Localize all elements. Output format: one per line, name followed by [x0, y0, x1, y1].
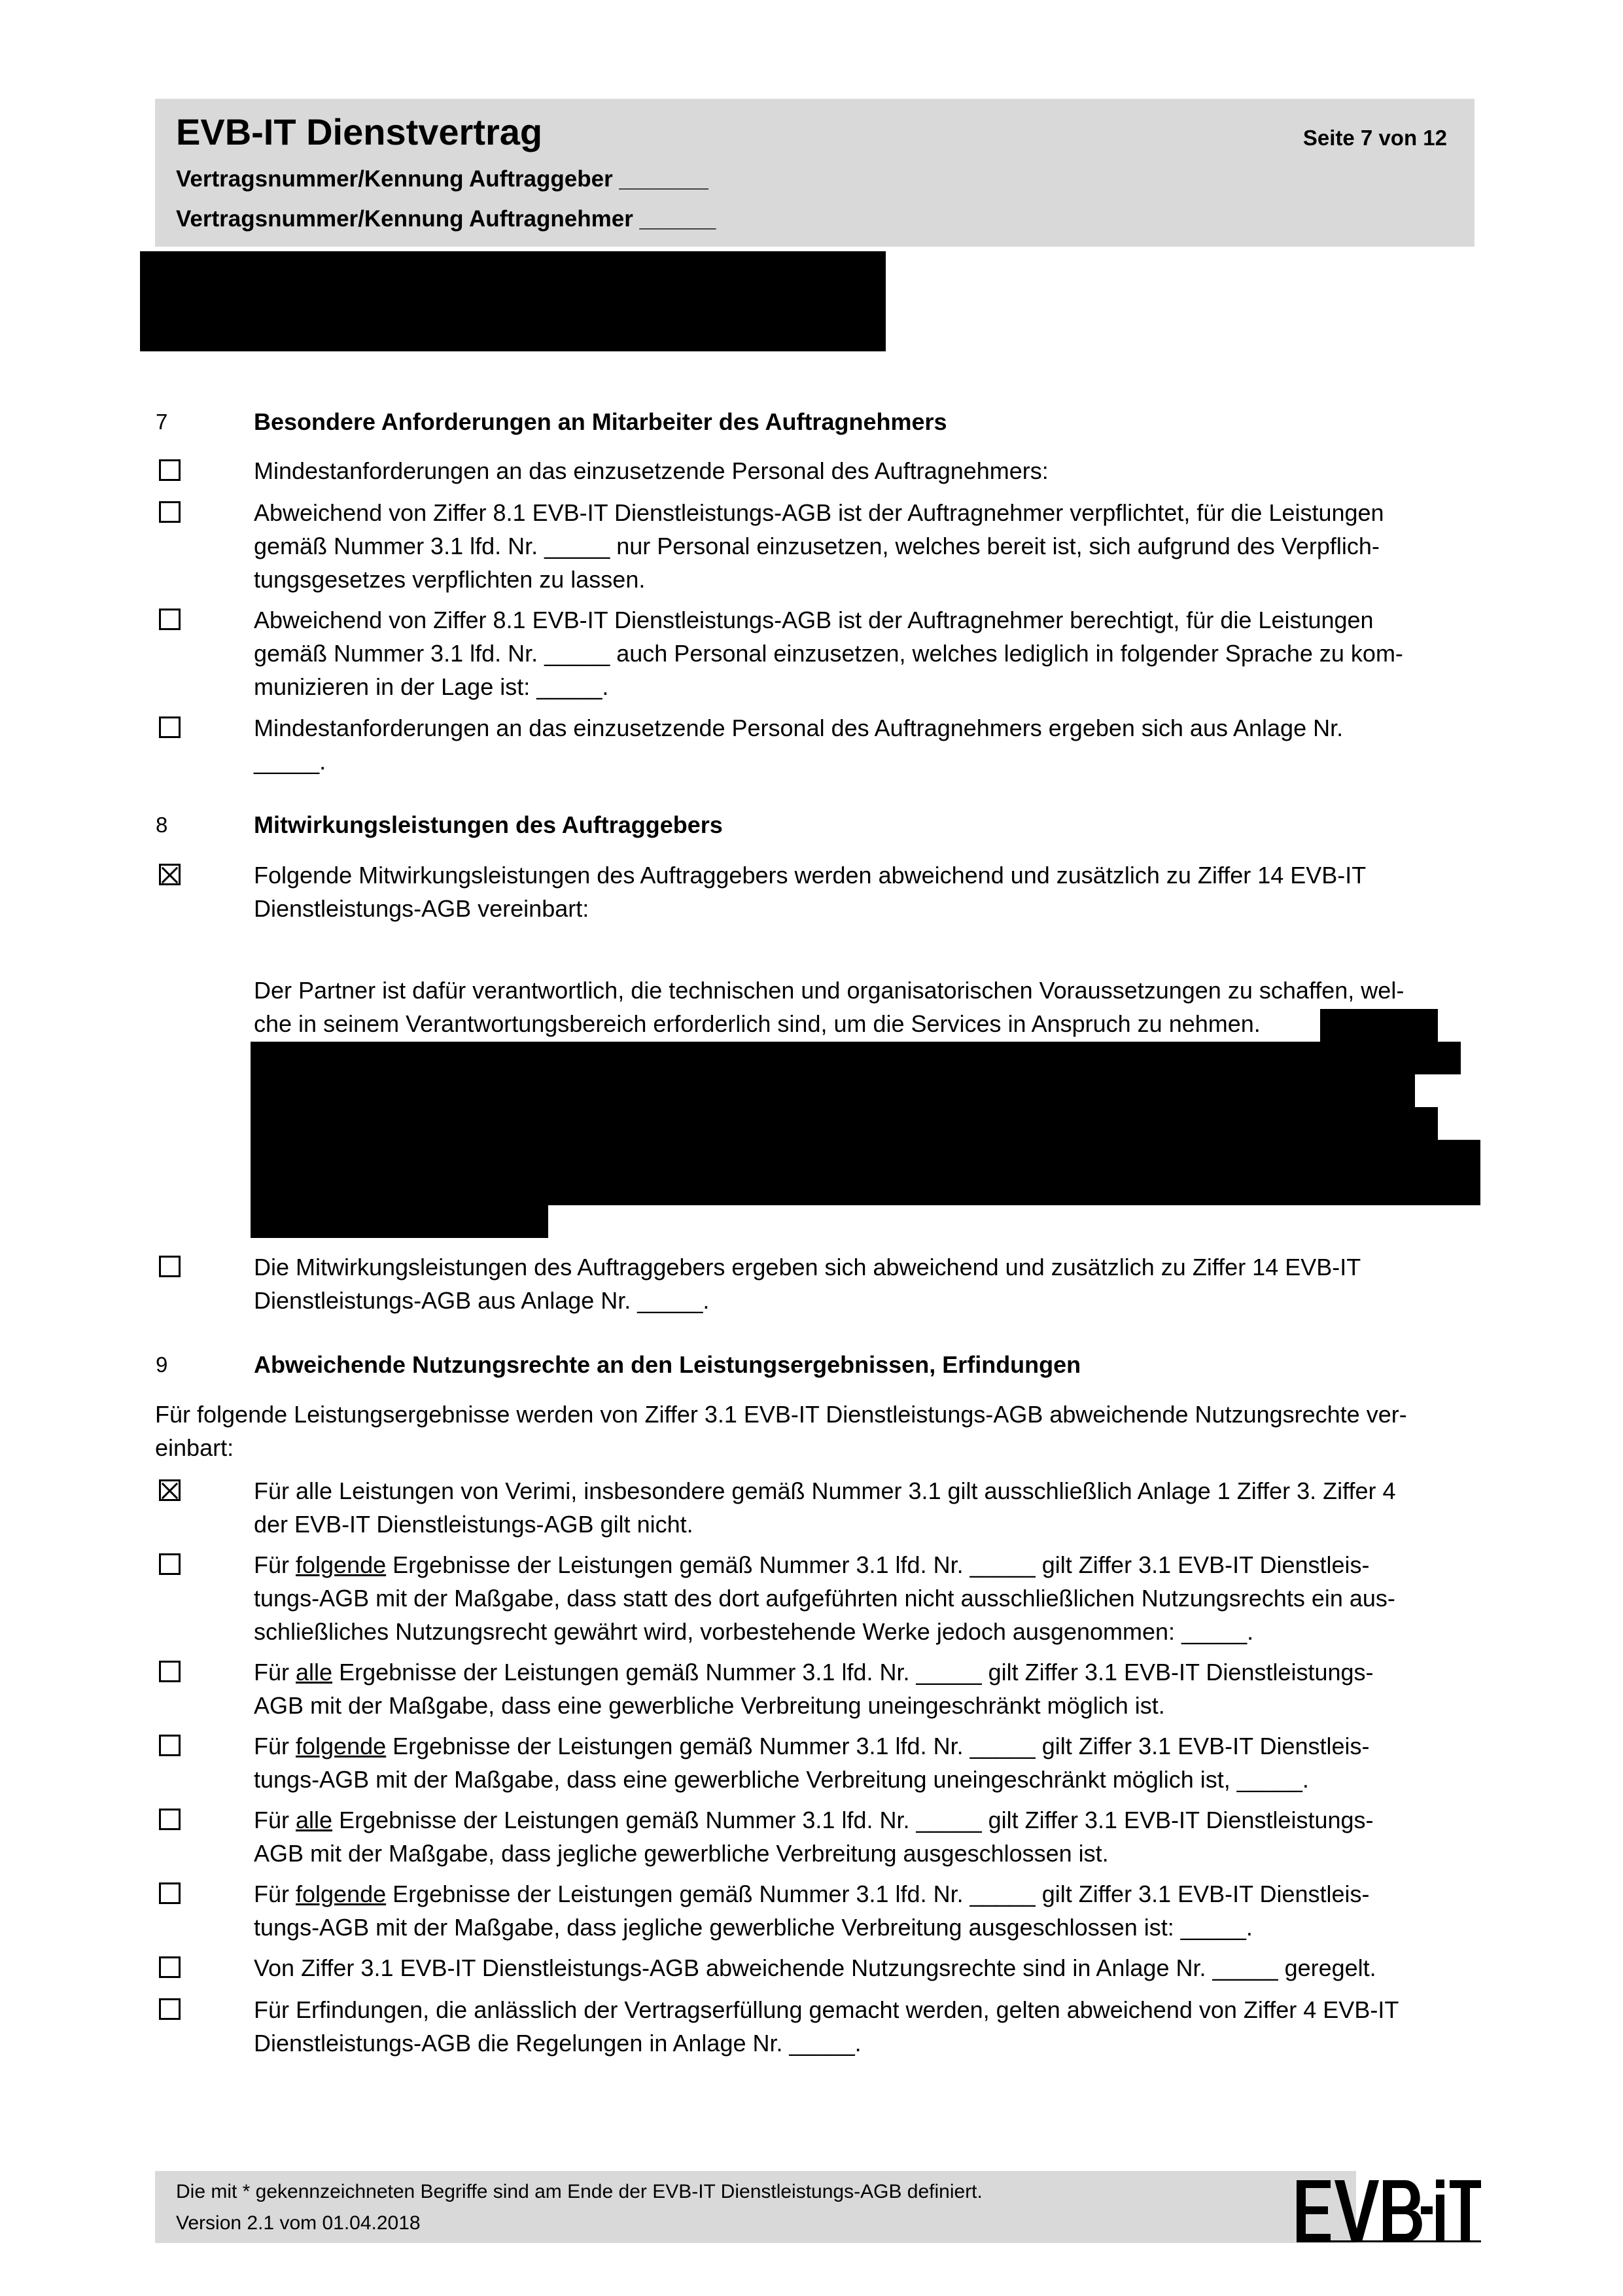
checkbox[interactable] — [159, 1809, 181, 1830]
option-text: Folgende Mitwirkungsleistungen des Auftraggebers werden abweichend und zusätzlich zu Ziffer 14 EVB-IT — [254, 862, 1367, 889]
underlined-word: folgende — [296, 1733, 387, 1759]
option-text: tungsgesetzes verpflichten zu lassen. — [254, 566, 646, 593]
redaction-block — [251, 1042, 1461, 1074]
checkbox[interactable] — [159, 1735, 181, 1756]
contract-number-client: Vertragsnummer/Kennung Auftraggeber _______ — [176, 166, 708, 192]
section-title: Mitwirkungsleistungen des Auftraggebers — [254, 811, 723, 838]
option-text: tungs-AGB mit der Maßgabe, dass eine gewerbliche Verbreitung uneingeschränkt möglich ist, _____. — [254, 1766, 1309, 1793]
redaction-block — [140, 251, 886, 351]
section-number: 8 — [156, 813, 168, 837]
checkbox[interactable] — [159, 1956, 181, 1978]
checkbox[interactable] — [159, 1998, 181, 2020]
underlined-word: alle — [296, 1807, 333, 1833]
option-word: Für — [254, 1881, 296, 1907]
checkbox-checked[interactable] — [159, 864, 181, 885]
option-text: gemäß Nummer 3.1 lfd. Nr. _____ nur Personal einzusetzen, welches bereit ist, sich aufgrund des Verpflich- — [254, 533, 1380, 559]
option-text: Für alle Leistungen von Verimi, insbesondere gemäß Nummer 3.1 gilt ausschließlich Anlage 1 Ziffer 3. Ziffer 4 — [254, 1477, 1396, 1504]
redaction-block — [251, 1074, 1415, 1107]
footer-version: Version 2.1 vom 01.04.2018 — [176, 2212, 421, 2234]
option-word: Für — [254, 1733, 296, 1759]
redaction-block — [251, 1173, 1480, 1205]
option-text — [254, 1655, 1374, 1689]
underlined-word: alle — [296, 1659, 333, 1686]
checkbox[interactable] — [159, 1256, 181, 1277]
underlined-word: folgende — [296, 1881, 387, 1907]
option-text: AGB mit der Maßgabe, dass eine gewerbliche Verbreitung uneingeschränkt möglich ist. — [254, 1692, 1165, 1719]
section-number: 7 — [156, 410, 168, 434]
contract-number-contractor: Vertragsnummer/Kennung Auftragnehmer ______ — [176, 206, 716, 232]
option-rest: Ergebnisse der Leistungen gemäß Nummer 3.1 lfd. Nr. _____ gilt Ziffer 3.1 EVB-IT Dienstleis- — [386, 1733, 1370, 1759]
footer-note: Die mit * gekennzeichneten Begriffe sind am Ende der EVB-IT Dienstleistungs-AGB definiert. — [176, 2181, 983, 2202]
intro-text: Für folgende Leistungsergebnisse werden von Ziffer 3.1 EVB-IT Dienstleistungs-AGB abweichende Nutzungsrechte ver- — [155, 1401, 1407, 1428]
option-text: Mindestanforderungen an das einzusetzende Personal des Auftragnehmers: — [254, 457, 1049, 484]
option-text: AGB mit der Maßgabe, dass jegliche gewerbliche Verbreitung ausgeschlossen ist. — [254, 1840, 1109, 1867]
checkbox[interactable] — [159, 1553, 181, 1575]
section-title: Besondere Anforderungen an Mitarbeiter des Auftragnehmers — [254, 408, 947, 435]
checkbox[interactable] — [159, 716, 181, 738]
option-word: Für — [254, 1551, 296, 1578]
paragraph-text: Der Partner ist dafür verantwortlich, die technischen und organisatorischen Voraussetzungen zu schaffen, wel- — [254, 977, 1405, 1004]
intro-text: einbart: — [155, 1434, 234, 1461]
option-text — [254, 1877, 1370, 1911]
option-text — [254, 1803, 1374, 1837]
checkbox[interactable] — [159, 501, 181, 523]
option-text: Von Ziffer 3.1 EVB-IT Dienstleistungs-AGB abweichende Nutzungsrechte sind in Anlage Nr. _____ geregelt. — [254, 1954, 1376, 1981]
option-text: Mindestanforderungen an das einzusetzende Personal des Auftragnehmers ergeben sich aus Anlage Nr. — [254, 715, 1344, 741]
checkbox[interactable] — [159, 459, 181, 481]
option-text: tungs-AGB mit der Maßgabe, dass jegliche gewerbliche Verbreitung ausgeschlossen ist: _____. — [254, 1914, 1253, 1941]
option-text: Die Mitwirkungsleistungen des Auftraggebers ergeben sich abweichend und zusätzlich zu Ziffer 14 EVB-IT — [254, 1254, 1361, 1280]
redaction-block — [251, 1140, 1480, 1173]
option-text: Dienstleistungs-AGB aus Anlage Nr. _____. — [254, 1287, 710, 1314]
option-text — [254, 1548, 1370, 1581]
underlined-word: folgende — [296, 1551, 387, 1578]
redaction-block — [251, 1205, 548, 1238]
option-text: Dienstleistungs-AGB die Regelungen in Anlage Nr. _____. — [254, 2030, 862, 2057]
document-header — [155, 99, 1475, 247]
document-title: EVB-IT Dienstvertrag — [176, 111, 543, 152]
option-text: Abweichend von Ziffer 8.1 EVB-IT Dienstleistungs-AGB ist der Auftragnehmer berechtigt, für die Leistungen — [254, 607, 1374, 633]
section-title: Abweichende Nutzungsrechte an den Leistungsergebnissen, Erfindungen — [254, 1351, 1081, 1378]
option-text: gemäß Nummer 3.1 lfd. Nr. _____ auch Personal einzusetzen, welches lediglich in folgender Sprache zu kom- — [254, 640, 1403, 667]
option-text: tungs-AGB mit der Maßgabe, dass statt des dort aufgeführten nicht ausschließlichen Nutzungsrechts ein aus- — [254, 1585, 1395, 1612]
option-text: schließliches Nutzungsrecht gewährt wird, vorbestehende Werke jedoch ausgenommen: _____. — [254, 1618, 1254, 1645]
option-rest: Ergebnisse der Leistungen gemäß Nummer 3.1 lfd. Nr. _____ gilt Ziffer 3.1 EVB-IT Dienstleistungs- — [332, 1807, 1374, 1833]
option-text: Für Erfindungen, die anlässlich der Vertragserfüllung gemacht werden, gelten abweichend von Ziffer 4 EVB-IT — [254, 1996, 1399, 2023]
redaction-block — [1320, 1009, 1438, 1042]
option-rest: Ergebnisse der Leistungen gemäß Nummer 3.1 lfd. Nr. _____ gilt Ziffer 3.1 EVB-IT Dienstleis- — [386, 1551, 1370, 1578]
checkbox-checked[interactable] — [159, 1479, 181, 1501]
option-text: munizieren in der Lage ist: _____. — [254, 673, 609, 700]
option-text: _____. — [254, 748, 326, 775]
checkbox[interactable] — [159, 609, 181, 630]
option-text: der EVB-IT Dienstleistungs-AGB gilt nicht. — [254, 1511, 693, 1538]
checkbox[interactable] — [159, 1882, 181, 1904]
option-word: Für — [254, 1807, 296, 1833]
checkbox[interactable] — [159, 1661, 181, 1682]
document-footer — [155, 2171, 1356, 2243]
option-rest: Ergebnisse der Leistungen gemäß Nummer 3.1 lfd. Nr. _____ gilt Ziffer 3.1 EVB-IT Dienstleistungs- — [332, 1659, 1374, 1686]
redaction-block — [251, 1107, 1438, 1140]
option-rest: Ergebnisse der Leistungen gemäß Nummer 3.1 lfd. Nr. _____ gilt Ziffer 3.1 EVB-IT Dienstleis- — [386, 1881, 1370, 1907]
option-text: Abweichend von Ziffer 8.1 EVB-IT Dienstleistungs-AGB ist der Auftragnehmer verpflichtet, für die Leistungen — [254, 499, 1384, 526]
option-text: Dienstleistungs-AGB vereinbart: — [254, 895, 589, 922]
option-text — [254, 1729, 1370, 1763]
evb-it-logo — [1294, 2178, 1484, 2244]
paragraph-text: che in seinem Verantwortungsbereich erforderlich sind, um die Services in Anspruch zu nehmen. — [254, 1010, 1261, 1037]
page-number: Seite 7 von 12 — [1302, 126, 1447, 150]
option-word: Für — [254, 1659, 296, 1686]
section-number: 9 — [156, 1352, 168, 1377]
